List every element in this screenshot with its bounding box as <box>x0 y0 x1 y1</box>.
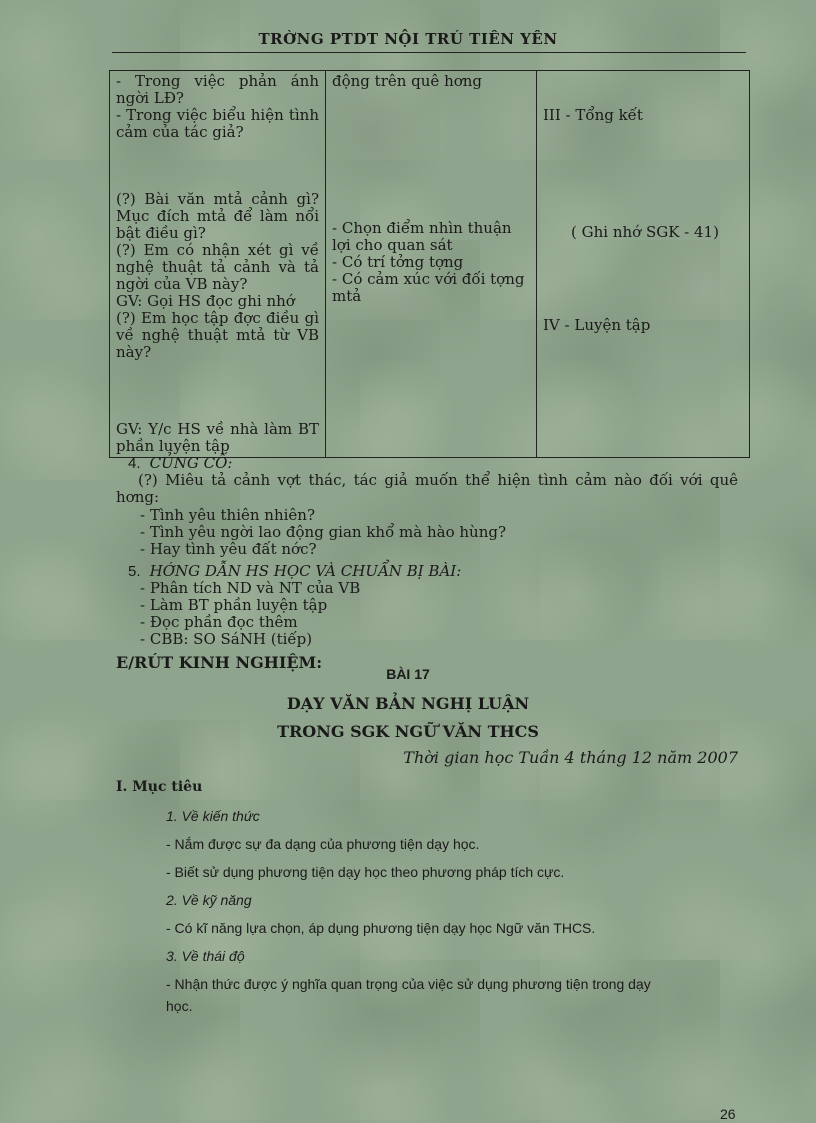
list-item: - Có kĩ năng lựa chọn, áp dụng phương tiện dạy học Ngữ văn THCS. <box>166 920 596 936</box>
summary-heading: III - Tổng kết <box>543 106 643 124</box>
table-row <box>110 71 750 458</box>
experience-heading: E/RÚT KINH NGHIỆM: <box>116 653 323 672</box>
table-text: - Trong việc phản ánh ngời LĐ? <box>116 72 319 107</box>
table-text: - Có trí tởng tợng <box>332 253 464 271</box>
page-header-title: TRỜNG PTDT NỘI TRÚ TIÊN YÊN <box>258 30 558 48</box>
teacher-activity-cell <box>110 71 326 458</box>
content-cell <box>537 71 750 458</box>
table-text: GV: Y/c HS về nhà làm BT phần luyện tập <box>116 420 319 455</box>
list-item: - Nắm được sự đa dạng của phương tiện dạy học. <box>166 836 480 852</box>
header-divider <box>112 52 746 53</box>
attitude-heading: 3. Về thái độ <box>166 948 245 964</box>
list-item: - Tình yêu thiên nhiên? <box>140 506 315 524</box>
consolidate-heading <box>128 453 232 472</box>
student-activity-cell <box>326 71 537 458</box>
guide-items <box>140 580 360 648</box>
list-item: - Tình yêu ngời lao động gian khổ mà hào hùng? <box>140 523 506 541</box>
table-text: (?) Em học tập đợc điều gì về nghệ thuật mtả từ VB này? <box>116 309 319 361</box>
skills-heading: 2. Về kỹ năng <box>166 892 252 908</box>
table-text: GV: Gọi HS đọc ghi nhớ <box>116 292 295 310</box>
list-item: - Làm BT phần luyện tập <box>140 596 328 614</box>
lesson-table <box>109 70 750 458</box>
practice-heading: IV - Luyện tập <box>543 316 651 334</box>
list-item: học. <box>166 998 193 1014</box>
lesson-label: BÀI 17 <box>386 666 430 682</box>
consolidate-question: (?) Miêu tả cảnh vợt thác, tác giả muốn thể hiện tình cảm nào đối với quê hơng: <box>116 471 738 506</box>
lesson-title-line1: DẠY VĂN BẢN NGHỊ LUẬN <box>286 694 530 713</box>
list-item: - Biết sử dụng phương tiện dạy học theo phương pháp tích cực. <box>166 864 565 880</box>
list-item: - CBB: SO SáNH (tiếp) <box>140 630 313 648</box>
lesson-title-line2: TRONG SGK NGỮ VĂN THCS <box>277 722 539 741</box>
objectives-heading: I. Mục tiêu <box>116 779 203 795</box>
list-item: - Phân tích ND và NT của VB <box>140 579 361 597</box>
page-number: 26 <box>720 1106 736 1122</box>
section-number: 5. <box>128 563 141 580</box>
list-item: - Nhận thức được ý nghĩa quan trọng của việc sử dụng phương tiện trong dạy <box>166 976 651 992</box>
memo-note: ( Ghi nhớ SGK - 41) <box>571 223 719 241</box>
section-title: CỦNG CỐ: <box>149 454 233 472</box>
table-text: (?) Em có nhận xét gì về nghệ thuật tả cảnh và tả ngời của VB này? <box>116 241 319 293</box>
list-item: - Đọc phần đọc thêm <box>140 613 298 631</box>
guide-heading <box>128 561 461 580</box>
knowledge-heading: 1. Về kiến thức <box>166 808 260 824</box>
table-text: - Trong việc biểu hiện tình cảm của tác giả? <box>116 106 319 141</box>
section-number: 4. <box>128 455 141 472</box>
table-text: (?) Bài văn mtả cảnh gì? Mục đích mtả để làm nổi bật điều gì? <box>116 190 319 242</box>
table-text: - Chọn điểm nhìn thuận lợi cho quan sát <box>332 219 512 254</box>
table-text: động trên quê hơng <box>332 72 483 90</box>
table-text: - Có cảm xúc với đối tợng mtả <box>332 270 525 305</box>
section-title: HỚNG DẪN HS HỌC VÀ CHUẨN BỊ BÀI: <box>149 562 462 580</box>
list-item: - Hay tình yêu đất nớc? <box>140 540 317 558</box>
lesson-time: Thời gian học Tuần 4 tháng 12 năm 2007 <box>403 748 738 767</box>
consolidate-options <box>140 507 506 558</box>
